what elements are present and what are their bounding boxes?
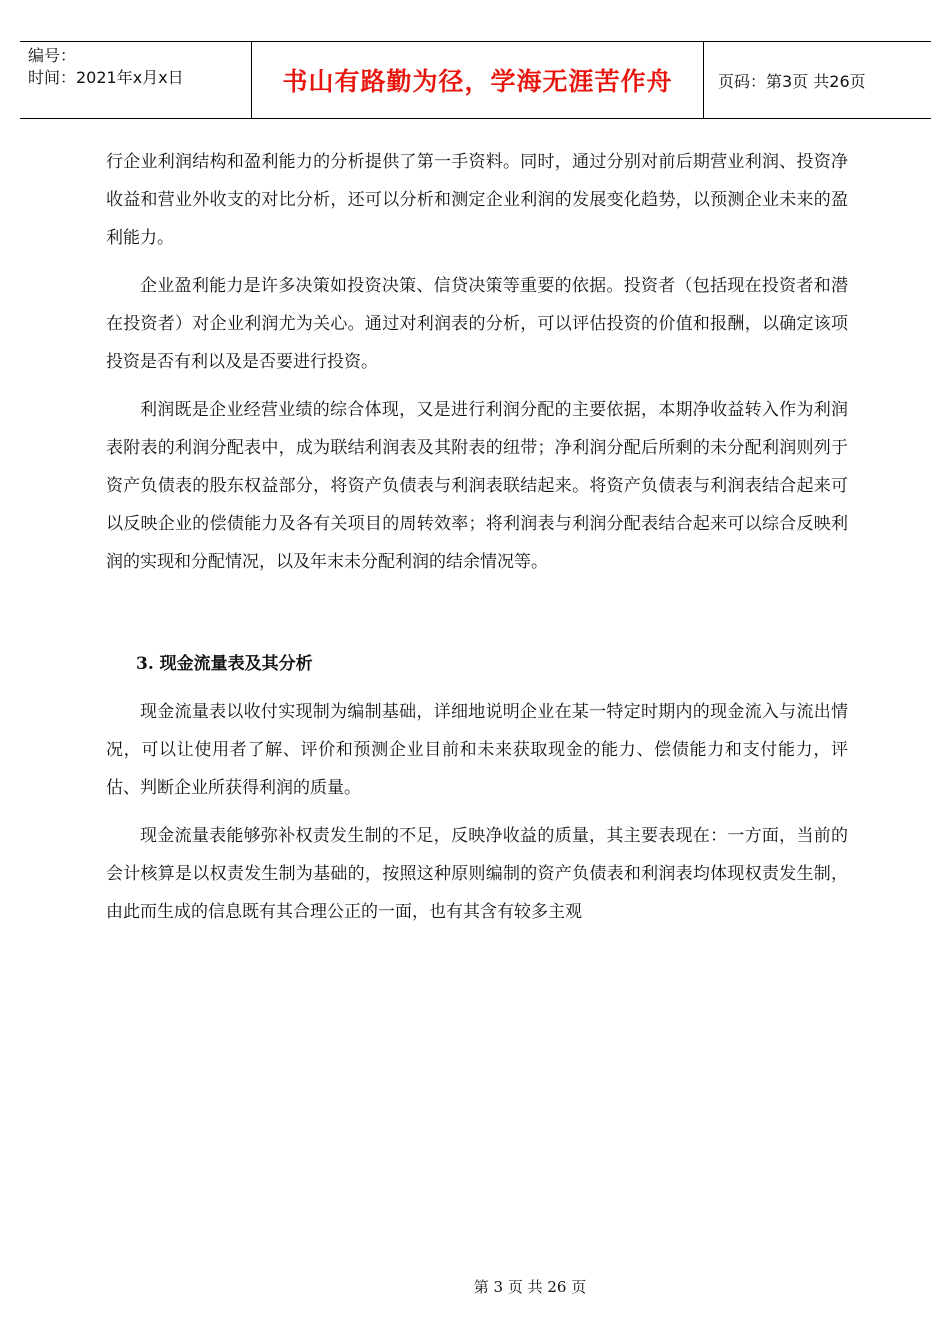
paragraph: 企业盈利能力是许多决策如投资决策、信贷决策等重要的依据。投资者（包括现在投资者和潜在投资者）对企业利润尤为关心。通过对利润表的分析，可以评估投资的价值和报酬，以确定该项投资是否有利以及是否要进行投资。: [106, 276, 848, 372]
section-heading: 3. 现金流量表及其分析: [136, 654, 313, 674]
document-time: 时间：2021年x月x日: [28, 68, 184, 87]
paragraph: 利润既是企业经营业绩的综合体现，又是进行利润分配的主要依据，本期净收益转入作为利润表附表的利润分配表中，成为联结利润表及其附表的纽带；净利润分配后所剩的未分配利润则列于资产负债表的股东权益部分，将资产负债表与利润表联结起来。将资产负债表与利润表结合起来可以反映企业的偿债能力及各有关项目的周转效率；将利润表与利润分配表结合起来可以综合反映利润的实现和分配情况，以及年末未分配利润的结余情况等。: [106, 400, 848, 572]
header-motto: 书山有路勤为径，学海无涯苦作舟: [252, 42, 704, 118]
document-number-label: 编号：: [28, 46, 77, 65]
paragraph: 现金流量表能够弥补权责发生制的不足，反映净收益的质量，其主要表现在：一方面，当前的会计核算是以权责发生制为基础的，按照这种原则编制的资产负债表和利润表均体现权责发生制，由此而生成的信息既有其合理公正的一面，也有其含有较多主观: [106, 826, 848, 922]
page-header: [20, 41, 931, 119]
paragraph: 行企业利润结构和盈利能力的分析提供了第一手资料。同时，通过分别对前后期营业利润、投资净收益和营业外收支的对比分析，还可以分析和测定企业利润的发展变化趋势，以预测企业未来的盈利能力。: [106, 152, 848, 248]
document-body: [106, 143, 848, 941]
header-meta: [20, 42, 252, 118]
paragraph: 现金流量表以收付实现制为编制基础，详细地说明企业在某一特定时期内的现金流入与流出情况，可以让使用者了解、评价和预测企业目前和未来获取现金的能力、偿债能力和支付能力，评估、判断企业所获得利润的质量。: [106, 702, 848, 798]
header-page-info: 页码：第3页 共26页: [718, 71, 866, 91]
page-footer: 第 3 页 共 26 页: [473, 1278, 587, 1296]
